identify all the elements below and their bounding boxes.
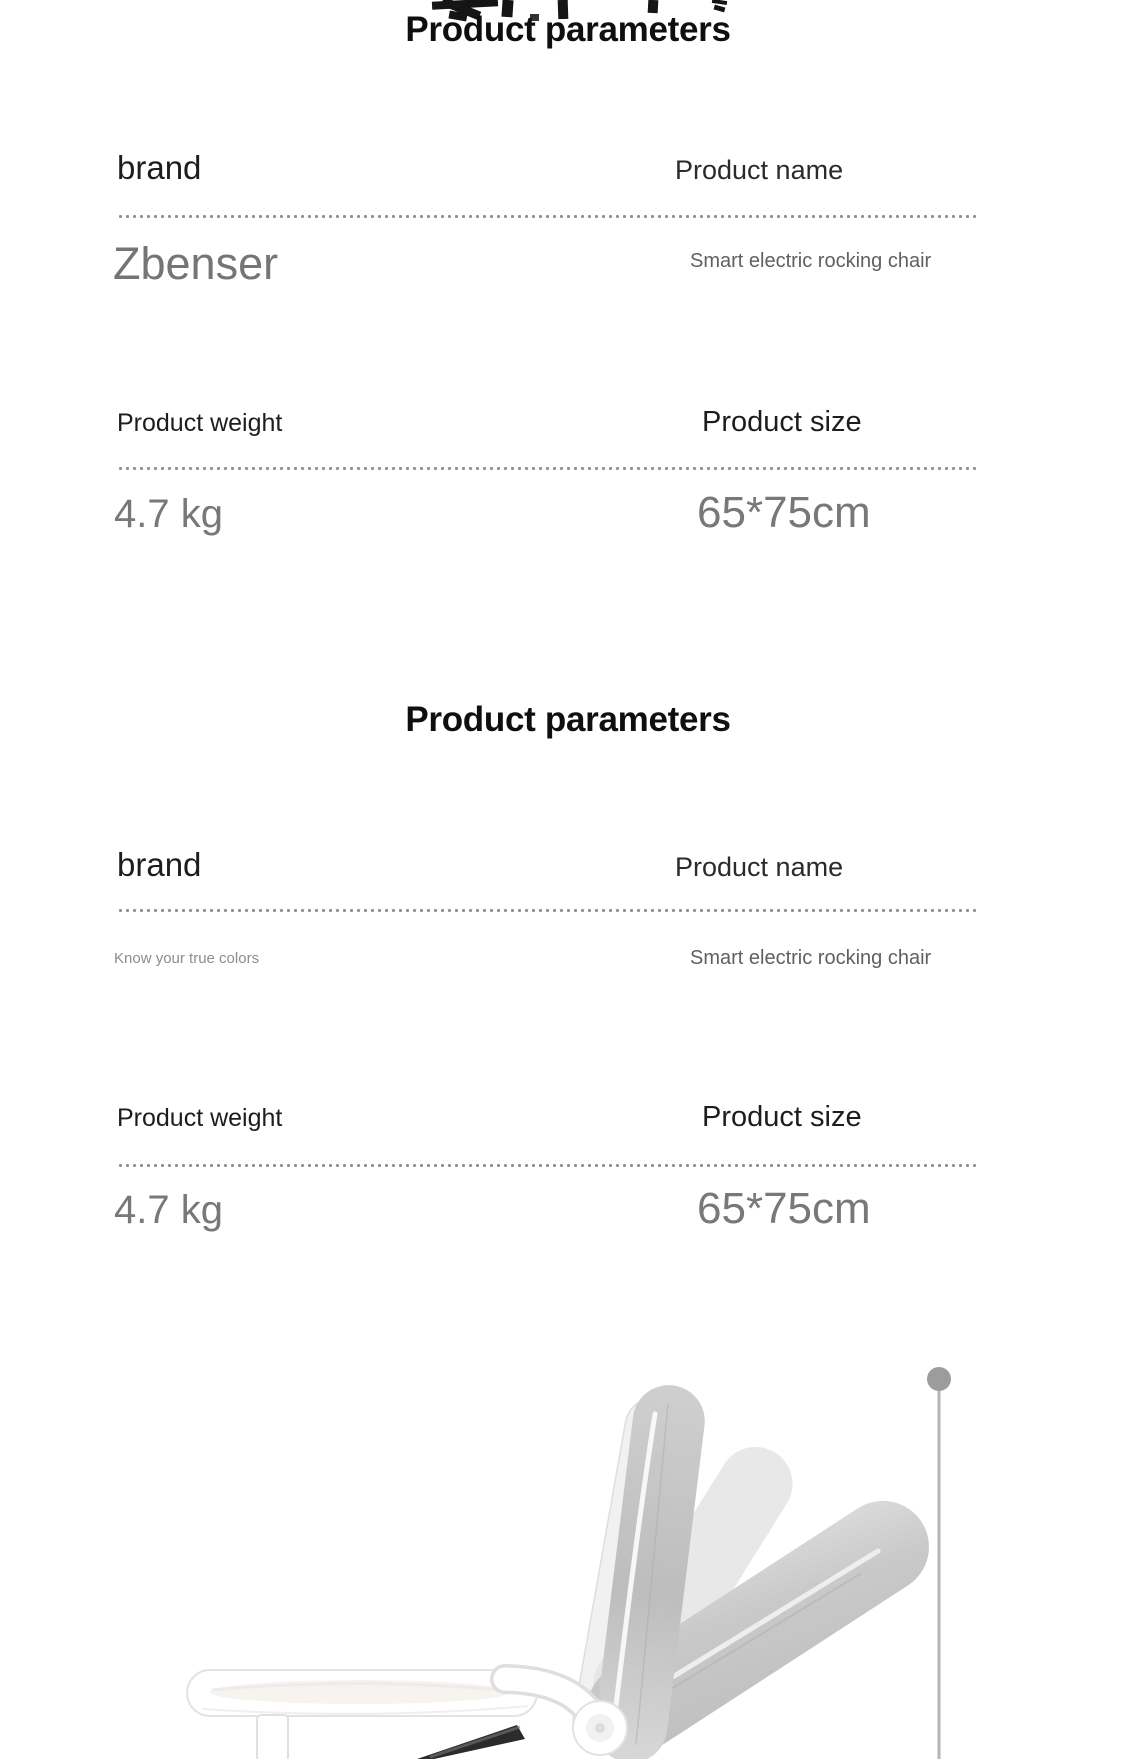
product-size-value: 65*75cm — [697, 488, 871, 537]
product-size-value: 65*75cm — [697, 1184, 871, 1233]
seat-frame-dark — [417, 1725, 525, 1759]
feeding-tray — [187, 1670, 537, 1716]
section-title: Product parameters — [405, 10, 731, 49]
product-size-label: Product size — [702, 406, 862, 438]
tray-leg — [257, 1715, 288, 1759]
dotted-divider — [117, 1163, 977, 1168]
product-image-rocking-chair — [0, 1359, 1136, 1759]
product-name-label: Product name — [675, 852, 844, 882]
product-weight-label: Product weight — [117, 409, 283, 437]
brand-label: brand — [117, 149, 202, 186]
product-name-label: Product name — [675, 155, 844, 185]
brand-label: brand — [117, 846, 202, 883]
annotation-dot-icon — [927, 1367, 951, 1391]
section-title: Product parameters — [405, 700, 731, 739]
product-weight-value: 4.7 kg — [114, 492, 223, 536]
product-weight-label: Product weight — [117, 1104, 283, 1132]
brand-value: Zbenser — [113, 238, 279, 289]
dotted-divider — [117, 466, 977, 471]
product-name-value: Smart electric rocking chair — [690, 250, 932, 272]
brand-tagline-value: Know your true colors — [114, 950, 260, 967]
product-size-label: Product size — [702, 1101, 862, 1133]
product-name-value: Smart electric rocking chair — [690, 947, 932, 969]
product-weight-value: 4.7 kg — [114, 1188, 223, 1232]
dotted-divider — [117, 908, 977, 913]
dotted-divider — [117, 214, 977, 219]
recline-hinge — [573, 1701, 627, 1755]
